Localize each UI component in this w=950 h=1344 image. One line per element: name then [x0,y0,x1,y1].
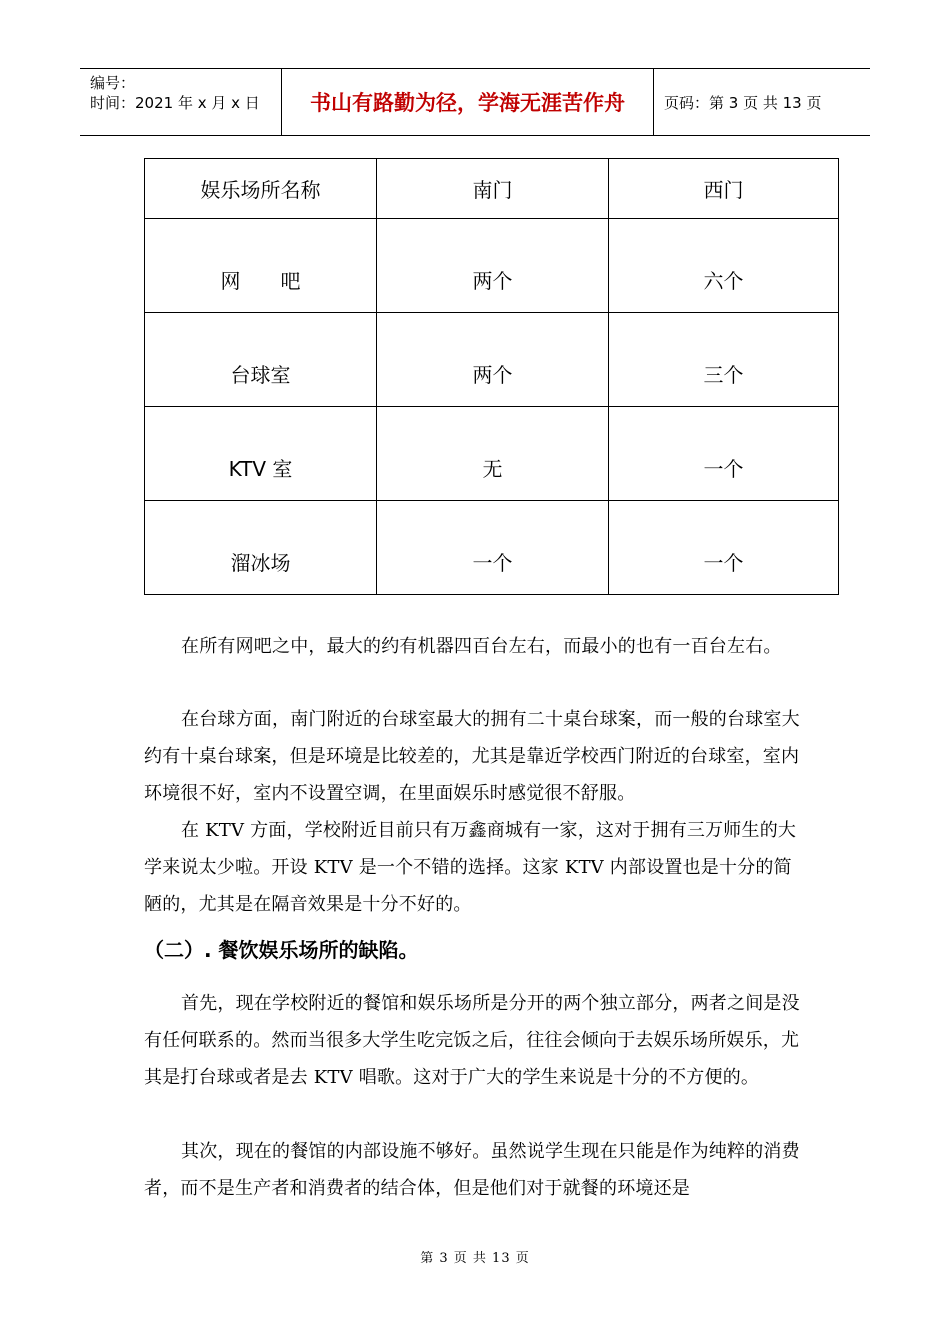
page-footer: 第 3 页 共 13 页 [420,1251,530,1266]
section-heading: （二）. 餐饮娱乐场所的缺陷。 [144,938,419,962]
document-date: 时间：2021 年 x 月 x 日 [90,94,260,112]
table-cell: 一个 [377,501,609,595]
paragraph-internet-cafe: 在所有网吧之中，最大的约有机器四百台左右，而最小的也有一百台左右。 [181,636,782,657]
paragraph-ktv: 在 KTV 方面，学校附近目前只有万鑫商城有一家，这对于拥有三万师生的大学来说太少啦。开设 KTV 是一个不错的选择。这家 KTV 内部设置也是十分的简陋的，尤其是在隔音效果是十分不好的。 [144,820,797,915]
table-cell: 网 吧 [145,219,377,313]
table-cell: 一个 [609,407,839,501]
venues-table [144,158,839,595]
paragraph-billiards: 在台球方面，南门附近的台球室最大的拥有二十桌台球案，而一般的台球室大约有十桌台球案，但是环境是比较差的，尤其是靠近学校西门附近的台球室，室内环境很不好，室内不设置空调，在里面娱乐时感觉很不舒服。 [144,709,800,804]
table-row [145,407,839,501]
table-cell: 六个 [609,219,839,313]
table-row [145,501,839,595]
paragraph-second: 其次，现在的餐馆的内部设施不够好。虽然说学生现在只能是作为纯粹的消费者，而不是生产者和消费者的结合体，但是他们对于就餐的环境还是 [144,1141,800,1199]
table-cell: 台球室 [145,313,377,407]
table-cell: 无 [377,407,609,501]
header-motto: 书山有路勤为径，学海无涯苦作舟 [282,69,654,135]
table-row [145,219,839,313]
table-cell: 一个 [609,501,839,595]
table-row [145,313,839,407]
table-header-row [145,159,839,219]
paragraph-first: 首先，现在学校附近的餐馆和娱乐场所是分开的两个独立部分，两者之间是没有任何联系的。然而当很多大学生吃完饭之后，往往会倾向于去娱乐场所娱乐，尤其是打台球或者是去 KTV 唱歌。这对于广大的学生来说是十分的不方便的。 [144,993,800,1088]
table-cell: 溜冰场 [145,501,377,595]
table-cell: 两个 [377,313,609,407]
table-cell: 三个 [609,313,839,407]
table-header-cell: 西门 [609,159,839,219]
header-page-info: 页码：第 3 页 共 13 页 [664,93,822,112]
table-header-cell: 娱乐场所名称 [145,159,377,219]
page-header [80,68,870,136]
table-cell: 两个 [377,219,609,313]
table-header-cell: 南门 [377,159,609,219]
header-meta [80,69,282,135]
document-number-label: 编号： [90,74,136,92]
table-cell: KTV 室 [145,407,377,501]
